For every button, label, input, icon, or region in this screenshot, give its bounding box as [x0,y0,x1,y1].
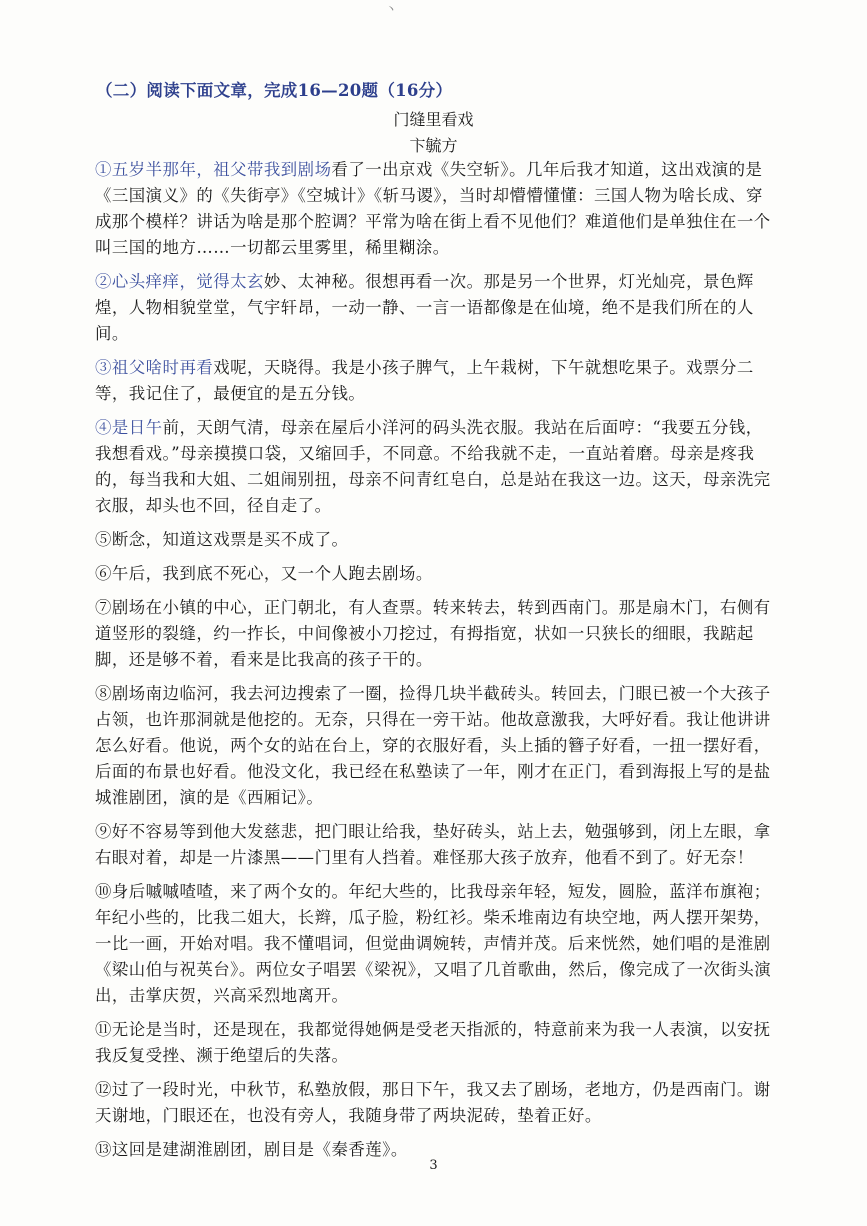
paragraph-8 [93,681,775,811]
paragraph-4-text: 前，天朗气清，母亲在屋后小洋河的码头洗衣服。我站在后面哼：“我要五分钱，我想看戏。”母亲摸摸口袋，又缩回手，不同意。不给我就不走，一直站着磨。母亲是疼我的，每当我和大姐、二姐闹别扭，母亲不问青红皂白，总是站在我这一边。这天，母亲洗完衣服，却头也不回，径自走了。 [95,418,771,515]
paragraph-1-text: 看了一出京戏《失空斩》。几年后我才知道，这出戏演的是《三国演义》的《失街亭》《空城计》《斩马谡》，当时却懵懵懂懂：三国人物为啥长成、穿成那个模样？讲话为啥是那个腔调？平常为啥在街上看不见他们？难道他们是单独住在一个叫三国的地方……一切都云里雾里，稀里糊涂。 [95,160,771,257]
paragraph-11-text: ⑪无论是当时，还是现在，我都觉得她俩是受老天指派的，特意前来为我一人表演，以安抚我反复受挫、濒于绝望后的失落。 [95,1020,771,1065]
paragraph-6 [93,561,775,587]
paragraph-10 [93,879,775,1009]
paragraph-2 [93,269,775,347]
paragraph-9-text: ⑨好不容易等到他大发慈悲，把门眼让给我，垫好砖头，站上去，勉强够到，闭上左眼，拿右眼对着，却是一片漆黑——门里有人挡着。难怪那大孩子放弃，他看不到了。好无奈！ [95,822,771,867]
paragraph-7 [93,595,775,673]
paragraph-5-text: ⑤断念，知道这戏票是买不成了。 [95,530,349,549]
paragraph-12-text: ⑫过了一段时光，中秋节，私塾放假，那日下午，我又去了剧场，老地方，仍是西南门。谢天谢地，门眼还在，也没有旁人，我随身带了两块泥砖，垫着正好。 [95,1080,771,1125]
paragraph-10-text: ⑩身后嘁嘁喳喳，来了两个女的。年纪大些的，比我母亲年轻，短发，圆脸，蓝洋布旗袍；年纪小些的，比我二姐大，长辫，瓜子脸，粉红衫。柴禾堆南边有块空地，两人摆开架势，一比一画，开始对唱。我不懂唱词，但觉曲调婉转，声情并茂。后来恍然，她们唱的是淮剧《梁山伯与祝英台》。两位女子唱罢《梁祝》，又唱了几首歌曲，然后，像完成了一次街头演出，击掌庆贺，兴高采烈地离开。 [95,882,772,1005]
paragraph-4-highlight: ④是日午 [95,418,163,437]
paragraph-1-highlight: ①五岁半那年，祖父带我到剧场 [95,160,332,179]
paragraph-3-highlight: ③祖父啥时再看 [95,358,214,377]
paragraph-5 [93,527,775,553]
paragraph-4 [93,415,775,519]
paragraph-1 [93,157,775,261]
section-heading: （二）阅读下面文章，完成16—20题（16分） [96,81,453,100]
paragraph-7-text: ⑦剧场在小镇的中心，正门朝北，有人查票。转来转去，转到西南门。那是扇木门，右侧有道竖形的裂缝，约一拃长，中间像被小刀挖过，有拇指宽，状如一只狭长的细眼，我踮起脚，还是够不着，看来是比我高的孩子干的。 [95,598,771,669]
scan-mark: 丶 [385,2,398,16]
paragraph-3 [93,355,775,407]
paragraph-3-text: 戏呢，天晓得。我是小孩子脾气，上午栽树，下午就想吃果子。戏票分二等，我记住了，最便宜的是五分钱。 [95,358,754,403]
paragraph-8-text: ⑧剧场南边临河，我去河边搜索了一圈，捡得几块半截砖头。转回去，门眼已被一个大孩子占领，也许那洞就是他挖的。无奈，只得在一旁干站。他故意激我，大呼好看。我让他讲讲怎么好看。他说，两个女的站在台上，穿的衣服好看，头上插的簪子好看，一扭一摆好看，后面的布景也好看。他没文化，我已经在私塾读了一年，刚才在正门，看到海报上写的是盐城淮剧团，演的是《西厢记》。 [95,684,771,807]
page-number: 3 [429,1158,438,1173]
paragraph-2-text: 妙、太神秘。很想再看一次。那是另一个世界，灯光灿亮，景色辉煌，人物相貌堂堂，气宇轩昂，一动一静、一言一语都像是在仙境，绝不是我们所在的人间。 [95,272,754,343]
paragraph-9 [93,819,775,871]
article-body [93,157,775,1171]
paragraph-13-text: ⑬这回是建湖淮剧团，剧目是《秦香莲》。 [95,1140,408,1159]
paragraph-11 [93,1017,775,1069]
paragraph-6-text: ⑥午后，我到底不死心，又一个人跑去剧场。 [95,564,433,583]
paragraph-12 [93,1077,775,1129]
article-author: 卞毓方 [409,136,458,155]
article-title: 门缝里看戏 [393,110,474,129]
paragraph-2-highlight: ②心头痒痒，觉得太玄 [95,272,264,291]
